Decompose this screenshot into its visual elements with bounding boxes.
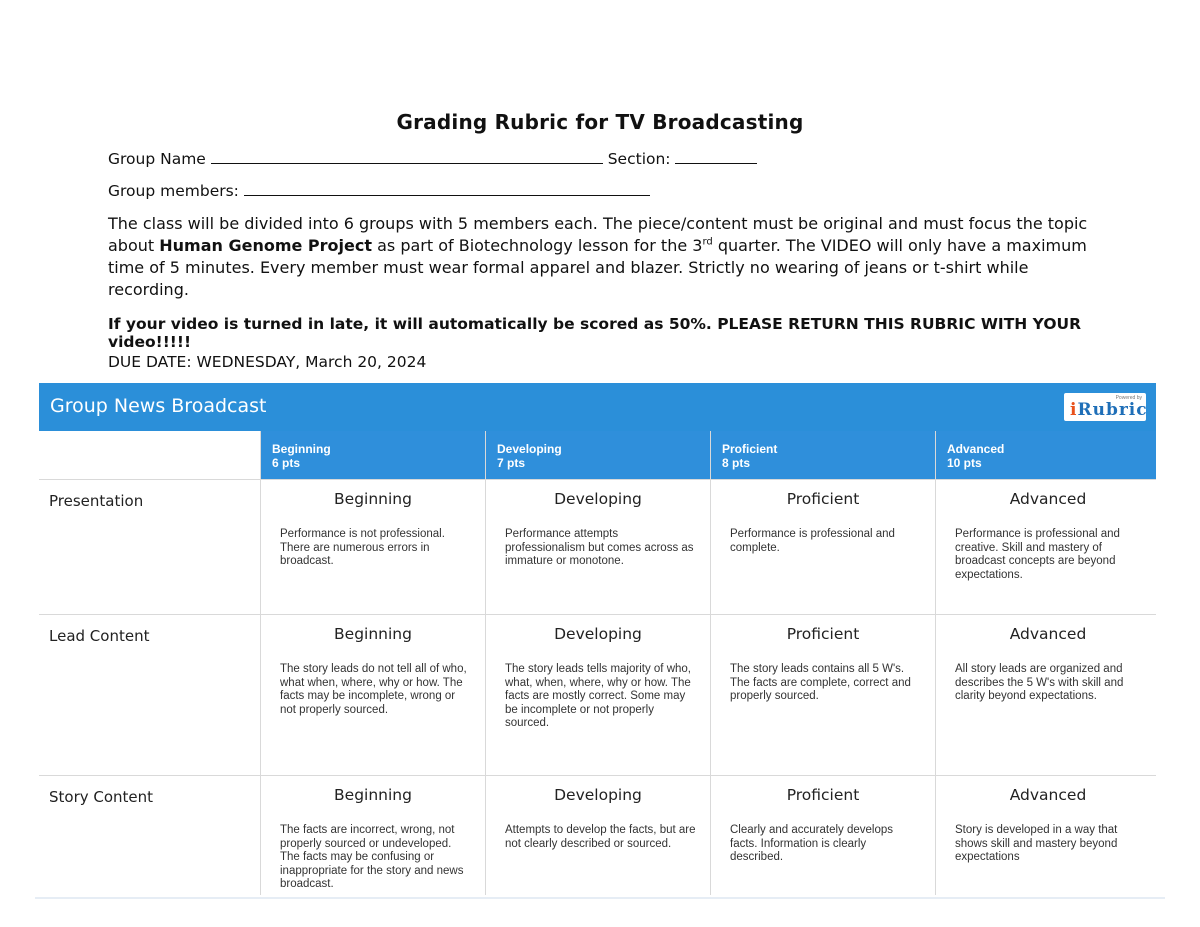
instructions-text-1: The class will be divided into 6 groups with 5 members each. The piece/content must be original and must focus the topic about — [108, 214, 1088, 255]
instructions-topic: Human Genome Project — [159, 236, 372, 255]
group-members-label: Group members: — [108, 182, 239, 200]
group-members-line — [108, 181, 650, 200]
rubric-cell: Advanced All story leads are organized and describes the 5 W's with skill and clarity beyond expectations. — [936, 615, 1156, 775]
rubric-cell: Beginning The facts are incorrect, wrong, not properly sourced or undeveloped. The facts may be confusing or inappropriate for the story and news broadcast. — [261, 776, 485, 895]
level-header-advanced: Advanced 10 pts — [936, 431, 1156, 479]
rubric-cell: Developing The story leads tells majority of who, what, when, where, why or how. The facts are mostly correct. Some may be incomplete or not properly sourced. — [486, 615, 710, 775]
criterion-lead-content: Lead Content — [39, 615, 260, 775]
instructions-paragraph — [108, 213, 1098, 301]
document-title: Grading Rubric for TV Broadcasting — [396, 110, 804, 134]
irubric-logo — [1064, 393, 1146, 421]
criterion-presentation: Presentation — [39, 480, 260, 614]
group-members-blank — [244, 181, 650, 196]
group-name-blank — [211, 149, 603, 164]
rubric-title: Group News Broadcast — [50, 395, 267, 417]
group-name-label: Group Name — [108, 150, 206, 168]
rubric-cell: Developing Performance attempts professionalism but comes across as immature or monotone. — [486, 480, 710, 614]
rubric-cell: Proficient Clearly and accurately develops facts. Information is clearly described. — [711, 776, 935, 895]
rubric-header — [39, 383, 1156, 431]
level-header-proficient: Proficient 8 pts — [711, 431, 935, 479]
header-empty-cell — [39, 431, 260, 479]
rubric-cell: Proficient The story leads contains all 5 W's. The facts are complete, correct and properly sourced. — [711, 615, 935, 775]
instructions-text-2: as part of Biotechnology lesson for the 3 — [372, 236, 703, 255]
rubric-cell: Advanced Story is developed in a way that shows skill and mastery beyond expectations — [936, 776, 1156, 895]
level-header-beginning: Beginning 6 pts — [261, 431, 485, 479]
logo-wordmark: iRubric — [1070, 400, 1148, 420]
group-name-line — [108, 149, 757, 168]
logo-powered-by: Powered by — [1115, 395, 1142, 401]
page-bottom-rule — [35, 897, 1165, 899]
rubric-table — [39, 383, 1156, 895]
section-blank — [675, 149, 757, 164]
rubric-cell: Beginning The story leads do not tell all of who, what when, where, why or how. The facts may be incomplete, wrong or not properly sourced. — [261, 615, 485, 775]
section-label: Section: — [607, 150, 671, 168]
criterion-story-content: Story Content — [39, 776, 260, 895]
late-notice: If your video is turned in late, it will automatically be scored as 50%. PLEASE RETURN THIS RUBRIC WITH YOUR video!!!!! — [108, 315, 1082, 351]
rubric-grid — [39, 431, 1156, 895]
rubric-cell: Proficient Performance is professional and complete. — [711, 480, 935, 614]
level-header-developing: Developing 7 pts — [486, 431, 710, 479]
rubric-cell: Developing Attempts to develop the facts, but are not clearly described or sourced. — [486, 776, 710, 895]
instructions-text-3: quarter. The VIDEO will only have a maximum time of 5 minutes. Every member must wear formal apparel and blazer. Strictly no wearing of jeans or t-shirt while recording. — [108, 236, 1087, 299]
rubric-cell: Advanced Performance is professional and creative. Skill and mastery of broadcast concepts are beyond expectations. — [936, 480, 1156, 614]
rubric-cell: Beginning Performance is not professional. There are numerous errors in broadcast. — [261, 480, 485, 614]
due-date: DUE DATE: WEDNESDAY, March 20, 2024 — [108, 353, 427, 371]
instructions-sup: rd — [702, 236, 713, 248]
